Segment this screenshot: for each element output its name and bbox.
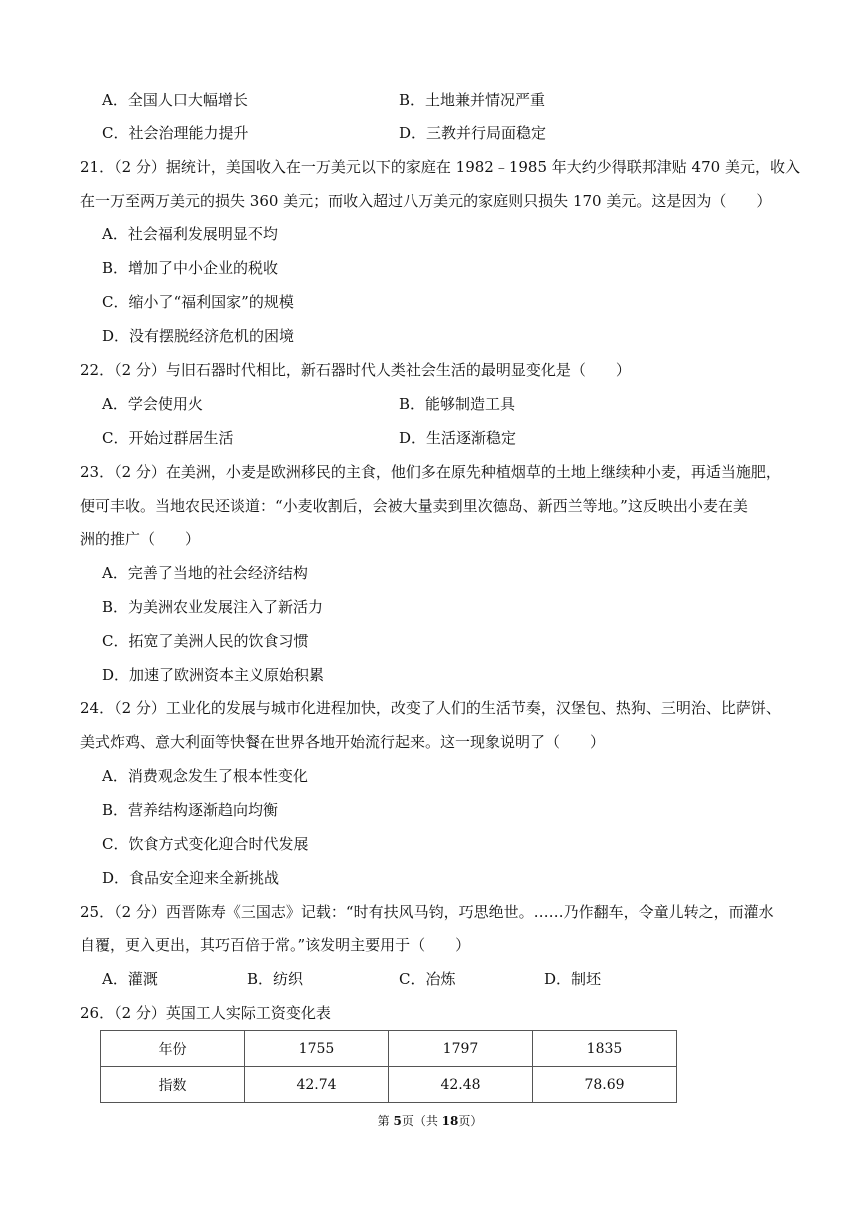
q24-option-b: B．营养结构逐渐趋向均衡 <box>102 801 279 819</box>
q25-stem-line2: 自覆，更入更出，其巧百倍于常。”该发明主要用于（ ） <box>80 936 471 954</box>
table-row <box>101 1067 677 1103</box>
q21-stem-line1: 21．（2 分）据统计，美国收入在一万美元以下的家庭在 1982﹣1985 年大约少得联邦津贴 470 美元，收入 <box>80 158 800 176</box>
q20-option-c: C．社会治理能力提升 <box>102 124 249 142</box>
table-cell: 78.69 <box>533 1067 677 1103</box>
table-cell: 42.48 <box>389 1067 533 1103</box>
q22-option-d: D．生活逐渐稳定 <box>399 429 517 447</box>
q21-option-d: D．没有摆脱经济危机的困境 <box>102 327 295 345</box>
table-cell: 指数 <box>101 1067 245 1103</box>
table-cell: 42.74 <box>245 1067 389 1103</box>
q26-stem: 26．（2 分）英国工人实际工资变化表 <box>80 1004 331 1022</box>
footer-suffix: 页） <box>458 1114 483 1128</box>
q22-option-c: C．开始过群居生活 <box>102 429 234 447</box>
q23-option-b: B．为美洲农业发展注入了新活力 <box>102 598 324 616</box>
q24-stem-line1: 24．（2 分）工业化的发展与城市化进程加快，改变了人们的生活节奏，汉堡包、热狗、三明治、比萨饼、 <box>80 699 781 717</box>
table-cell: 1755 <box>245 1031 389 1067</box>
table-cell: 1797 <box>389 1031 533 1067</box>
q23-stem-line3: 洲的推广（ ） <box>80 530 201 548</box>
q25-option-d: D．制坯 <box>544 970 602 988</box>
q23-option-d: D．加速了欧洲资本主义原始积累 <box>102 666 325 684</box>
footer-total-pages: 18 <box>441 1114 459 1128</box>
q21-option-c: C．缩小了“福利国家”的规模 <box>102 293 294 311</box>
q25-option-a: A．灌溉 <box>102 970 158 988</box>
q25-stem-line1: 25．（2 分）西晋陈寿《三国志》记载：“时有扶风马钧，巧思绝世。……乃作翻车，令童儿转之，而灌水 <box>80 903 774 921</box>
page-footer <box>0 1112 860 1129</box>
q20-option-d: D．三教并行局面稳定 <box>399 124 547 142</box>
wage-table <box>100 1030 677 1103</box>
q24-stem-line2: 美式炸鸡、意大利面等快餐在世界各地开始流行起来。这一现象说明了（ ） <box>80 733 606 751</box>
footer-page-number: 5 <box>393 1114 402 1128</box>
footer-mid: 页（共 <box>401 1114 442 1128</box>
q23-option-a: A．完善了当地的社会经济结构 <box>102 564 308 582</box>
footer-prefix: 第 <box>377 1114 394 1128</box>
q25-option-c: C．冶炼 <box>399 970 456 988</box>
q21-option-a: A．社会福利发展明显不均 <box>102 225 278 243</box>
q24-option-a: A．消费观念发生了根本性变化 <box>102 767 308 785</box>
q21-option-b: B．增加了中小企业的税收 <box>102 259 279 277</box>
table-cell: 1835 <box>533 1031 677 1067</box>
table-cell: 年份 <box>101 1031 245 1067</box>
q22-option-b: B．能够制造工具 <box>399 395 516 413</box>
q22-stem: 22．（2 分）与旧石器时代相比，新石器时代人类社会生活的最明显变化是（ ） <box>80 361 631 379</box>
q20-option-a: A．全国人口大幅增长 <box>102 91 248 109</box>
q25-option-b: B．纺织 <box>247 970 304 988</box>
q23-stem-line2: 便可丰收。当地农民还谈道：“小麦收割后，会被大量卖到里次德岛、新西兰等地。”这反映出小麦在美 <box>80 497 748 515</box>
q24-option-d: D．食品安全迎来全新挑战 <box>102 869 280 887</box>
q20-option-b: B．土地兼并情况严重 <box>399 91 546 109</box>
q22-option-a: A．学会使用火 <box>102 395 203 413</box>
q23-option-c: C．拓宽了美洲人民的饮食习惯 <box>102 632 309 650</box>
q23-stem-line1: 23．（2 分）在美洲，小麦是欧洲移民的主食，他们多在原先种植烟草的土地上继续种小麦，再适当施肥， <box>80 463 781 481</box>
q21-stem-line2: 在一万至两万美元的损失 360 美元；而收入超过八万美元的家庭则只损失 170 美元。这是因为（ ） <box>80 192 772 210</box>
q24-option-c: C．饮食方式变化迎合时代发展 <box>102 835 309 853</box>
table-row <box>101 1031 677 1067</box>
